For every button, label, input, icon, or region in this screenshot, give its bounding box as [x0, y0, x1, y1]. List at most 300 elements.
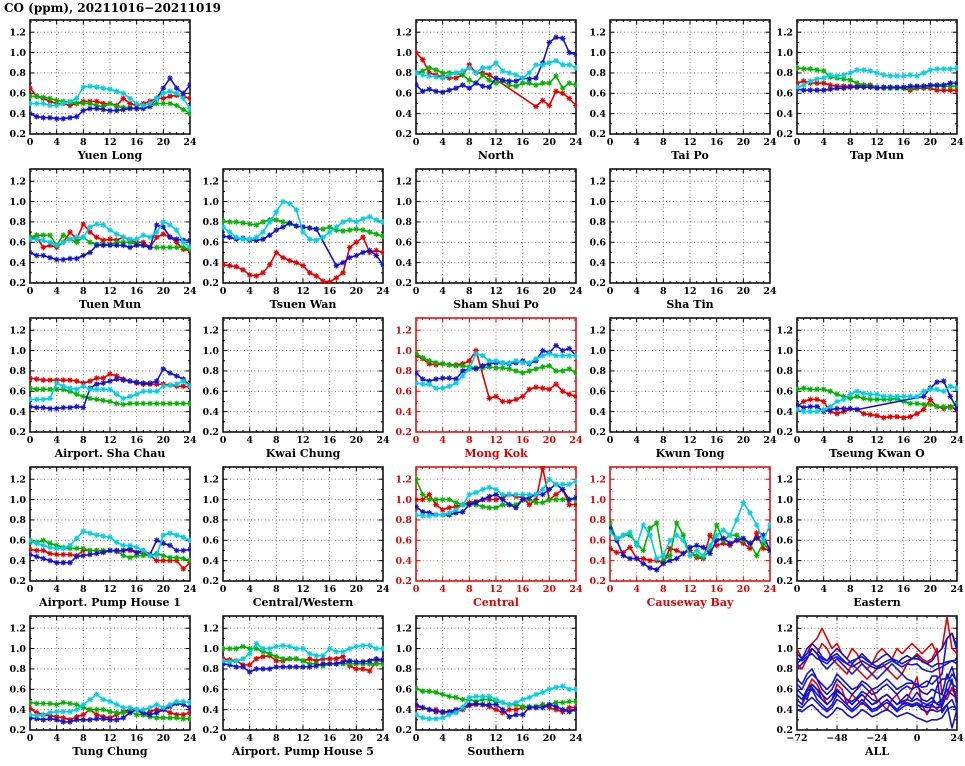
- svg-text:20: 20: [156, 286, 170, 297]
- chart-tuen-mun: [0, 153, 200, 319]
- svg-text:0: 0: [606, 286, 614, 297]
- svg-text:1.2: 1.2: [202, 176, 219, 188]
- svg-text:24: 24: [183, 286, 197, 297]
- svg-text:0.8: 0.8: [589, 217, 606, 229]
- svg-text:0.6: 0.6: [9, 386, 26, 398]
- svg-text:1.2: 1.2: [202, 623, 219, 635]
- grid: [797, 20, 957, 134]
- grid: [416, 169, 576, 283]
- grid: [797, 467, 957, 581]
- svg-text:16: 16: [897, 584, 911, 595]
- svg-text:0: 0: [26, 435, 34, 446]
- chart-title: Airport. Pump House 1: [39, 596, 181, 609]
- svg-text:0.6: 0.6: [9, 684, 26, 696]
- tick-labels: [589, 27, 777, 148]
- svg-text:20: 20: [156, 137, 170, 148]
- svg-text:16: 16: [516, 584, 530, 595]
- plot-border: [223, 616, 383, 730]
- plot-border: [223, 318, 383, 432]
- svg-text:4: 4: [820, 137, 827, 148]
- svg-text:0.4: 0.4: [9, 704, 26, 716]
- svg-text:20: 20: [923, 137, 937, 148]
- svg-text:0.8: 0.8: [202, 217, 219, 229]
- svg-text:0.8: 0.8: [395, 68, 412, 80]
- svg-text:8: 8: [466, 733, 473, 744]
- svg-text:0.4: 0.4: [589, 257, 606, 269]
- svg-text:0.6: 0.6: [9, 88, 26, 100]
- svg-text:24: 24: [569, 435, 583, 446]
- svg-text:0.8: 0.8: [9, 217, 26, 229]
- axis-ticks: [610, 318, 770, 432]
- svg-text:0.2: 0.2: [9, 576, 26, 588]
- series-blue: [220, 220, 386, 268]
- svg-text:1.0: 1.0: [9, 345, 26, 357]
- svg-text:0.2: 0.2: [202, 725, 219, 737]
- svg-text:0.8: 0.8: [202, 515, 219, 527]
- svg-text:20: 20: [349, 733, 363, 744]
- svg-text:0.4: 0.4: [589, 406, 606, 418]
- page-title: CO (ppm), 20211016−20211019: [4, 1, 222, 15]
- svg-text:0: 0: [219, 584, 227, 595]
- svg-text:1.2: 1.2: [395, 474, 412, 486]
- svg-text:24: 24: [763, 435, 777, 446]
- chart-title: Eastern: [853, 596, 901, 609]
- svg-text:8: 8: [847, 584, 854, 595]
- chart-airport-pump-house-5: [193, 600, 393, 766]
- svg-text:0.2: 0.2: [395, 278, 412, 290]
- svg-text:8: 8: [273, 584, 280, 595]
- svg-text:0.2: 0.2: [202, 576, 219, 588]
- svg-text:0: 0: [219, 733, 227, 744]
- svg-text:24: 24: [950, 733, 964, 744]
- svg-text:0.4: 0.4: [395, 257, 412, 269]
- plot-border: [797, 467, 957, 581]
- chart-title: North: [477, 149, 515, 162]
- svg-text:1.2: 1.2: [776, 325, 793, 337]
- chart-title: Sha Tin: [666, 298, 714, 311]
- chart-tap-mun: [767, 4, 965, 170]
- svg-text:16: 16: [516, 137, 530, 148]
- svg-text:1.2: 1.2: [395, 176, 412, 188]
- svg-text:0.8: 0.8: [202, 366, 219, 378]
- svg-text:0.4: 0.4: [395, 704, 412, 716]
- svg-text:0.4: 0.4: [776, 704, 793, 716]
- svg-text:0.2: 0.2: [395, 129, 412, 141]
- series-group: [220, 641, 386, 675]
- svg-text:0.4: 0.4: [589, 108, 606, 120]
- svg-text:0.4: 0.4: [202, 257, 219, 269]
- chart-title: Airport. Sha Chau: [54, 447, 166, 460]
- svg-text:12: 12: [870, 137, 884, 148]
- axis-ticks: [223, 467, 383, 581]
- svg-text:0: 0: [606, 435, 614, 446]
- svg-text:0.6: 0.6: [395, 535, 412, 547]
- svg-text:0: 0: [793, 584, 801, 595]
- svg-text:0.2: 0.2: [9, 129, 26, 141]
- grid: [610, 20, 770, 134]
- svg-text:16: 16: [516, 733, 530, 744]
- chart-title: Tung Chung: [72, 745, 148, 758]
- svg-text:1.0: 1.0: [776, 47, 793, 59]
- svg-text:0.4: 0.4: [589, 555, 606, 567]
- svg-text:0: 0: [219, 286, 227, 297]
- chart-tseung-kwan-o: [767, 302, 965, 468]
- chart-title: Kwai Chung: [265, 447, 341, 460]
- svg-text:8: 8: [660, 435, 667, 446]
- svg-text:0: 0: [412, 733, 420, 744]
- svg-text:16: 16: [710, 286, 724, 297]
- svg-text:20: 20: [542, 733, 556, 744]
- svg-text:1.2: 1.2: [589, 325, 606, 337]
- svg-text:1.0: 1.0: [9, 494, 26, 506]
- svg-text:8: 8: [466, 137, 473, 148]
- svg-text:0.6: 0.6: [776, 386, 793, 398]
- svg-text:20: 20: [923, 435, 937, 446]
- svg-text:0.8: 0.8: [395, 664, 412, 676]
- svg-text:8: 8: [660, 137, 667, 148]
- svg-text:24: 24: [569, 286, 583, 297]
- svg-text:16: 16: [323, 286, 337, 297]
- svg-text:20: 20: [156, 584, 170, 595]
- grid: [610, 318, 770, 432]
- chart-kwai-chung: [193, 302, 393, 468]
- svg-text:16: 16: [323, 584, 337, 595]
- svg-text:20: 20: [736, 584, 750, 595]
- chart-all: [767, 600, 965, 766]
- svg-text:24: 24: [183, 137, 197, 148]
- svg-text:−24: −24: [866, 733, 888, 744]
- svg-text:24: 24: [183, 733, 197, 744]
- svg-text:8: 8: [273, 286, 280, 297]
- svg-text:4: 4: [53, 435, 60, 446]
- svg-text:0.8: 0.8: [9, 68, 26, 80]
- series-red: [220, 234, 386, 284]
- chart-eastern: [767, 451, 965, 617]
- svg-text:0: 0: [26, 137, 34, 148]
- series-group: [413, 343, 579, 405]
- svg-text:0.4: 0.4: [395, 108, 412, 120]
- svg-text:24: 24: [183, 435, 197, 446]
- svg-text:4: 4: [246, 286, 253, 297]
- svg-text:0.6: 0.6: [202, 535, 219, 547]
- svg-text:1.2: 1.2: [9, 623, 26, 635]
- svg-text:8: 8: [80, 733, 87, 744]
- series-group: [413, 683, 579, 721]
- svg-text:1.0: 1.0: [395, 196, 412, 208]
- svg-text:20: 20: [736, 137, 750, 148]
- svg-text:12: 12: [296, 733, 310, 744]
- svg-text:0: 0: [412, 584, 420, 595]
- tick-labels: [202, 474, 390, 595]
- svg-text:8: 8: [660, 584, 667, 595]
- svg-text:1.0: 1.0: [395, 494, 412, 506]
- chart-north: [386, 4, 586, 170]
- svg-text:4: 4: [820, 435, 827, 446]
- svg-text:12: 12: [103, 733, 117, 744]
- svg-text:16: 16: [130, 286, 144, 297]
- svg-text:0.6: 0.6: [395, 386, 412, 398]
- svg-text:0.2: 0.2: [395, 576, 412, 588]
- svg-text:0: 0: [412, 137, 420, 148]
- plot-border: [416, 467, 576, 581]
- svg-text:20: 20: [542, 435, 556, 446]
- svg-text:4: 4: [439, 584, 446, 595]
- chart-title: Tsuen Wan: [269, 298, 337, 311]
- svg-text:0.8: 0.8: [9, 366, 26, 378]
- chart-title: Tseung Kwan O: [829, 447, 925, 460]
- chart-central: [386, 451, 586, 617]
- svg-text:16: 16: [130, 137, 144, 148]
- axis-ticks: [223, 616, 383, 730]
- svg-text:1.2: 1.2: [776, 27, 793, 39]
- grid: [416, 467, 576, 581]
- svg-text:0.2: 0.2: [395, 725, 412, 737]
- svg-text:0.2: 0.2: [589, 576, 606, 588]
- svg-text:0.6: 0.6: [9, 237, 26, 249]
- svg-text:12: 12: [489, 584, 503, 595]
- svg-text:12: 12: [489, 137, 503, 148]
- tick-labels: [202, 623, 390, 744]
- svg-text:0.2: 0.2: [776, 725, 793, 737]
- svg-text:16: 16: [130, 435, 144, 446]
- series-group: [27, 366, 193, 411]
- svg-text:20: 20: [736, 286, 750, 297]
- svg-text:0.8: 0.8: [776, 366, 793, 378]
- svg-text:0.8: 0.8: [589, 366, 606, 378]
- svg-text:4: 4: [633, 435, 640, 446]
- svg-text:0.6: 0.6: [776, 88, 793, 100]
- svg-text:0.2: 0.2: [776, 427, 793, 439]
- axis-ticks: [610, 467, 770, 581]
- svg-text:1.2: 1.2: [589, 474, 606, 486]
- svg-text:4: 4: [246, 733, 253, 744]
- svg-text:1.2: 1.2: [589, 27, 606, 39]
- svg-text:0.6: 0.6: [589, 88, 606, 100]
- svg-text:16: 16: [516, 286, 530, 297]
- svg-text:24: 24: [763, 584, 777, 595]
- svg-text:1.0: 1.0: [9, 196, 26, 208]
- svg-text:0.6: 0.6: [202, 386, 219, 398]
- svg-text:1.0: 1.0: [395, 643, 412, 655]
- svg-text:20: 20: [349, 286, 363, 297]
- svg-text:24: 24: [763, 286, 777, 297]
- svg-text:12: 12: [103, 435, 117, 446]
- svg-text:0.4: 0.4: [202, 406, 219, 418]
- svg-text:0.6: 0.6: [395, 684, 412, 696]
- chart-title: Central: [473, 596, 519, 609]
- svg-text:24: 24: [763, 137, 777, 148]
- tick-labels: [202, 325, 390, 446]
- tick-labels: [589, 325, 777, 446]
- svg-text:24: 24: [569, 137, 583, 148]
- tick-labels: [776, 474, 964, 595]
- svg-text:0: 0: [606, 137, 614, 148]
- svg-text:0.6: 0.6: [589, 535, 606, 547]
- svg-text:1.2: 1.2: [395, 27, 412, 39]
- svg-text:12: 12: [683, 286, 697, 297]
- svg-text:1.0: 1.0: [776, 345, 793, 357]
- grid: [416, 318, 576, 432]
- svg-text:8: 8: [847, 435, 854, 446]
- svg-text:0.6: 0.6: [776, 535, 793, 547]
- grid: [610, 169, 770, 283]
- svg-text:16: 16: [323, 435, 337, 446]
- chart-title: Yuen Long: [77, 149, 143, 162]
- tick-labels: [395, 176, 583, 297]
- svg-text:0: 0: [793, 137, 801, 148]
- svg-text:24: 24: [376, 286, 390, 297]
- svg-text:0: 0: [26, 584, 34, 595]
- svg-text:4: 4: [246, 584, 253, 595]
- svg-text:0.8: 0.8: [202, 664, 219, 676]
- svg-text:4: 4: [820, 584, 827, 595]
- svg-text:1.0: 1.0: [9, 47, 26, 59]
- svg-text:1.2: 1.2: [776, 474, 793, 486]
- svg-text:0.8: 0.8: [776, 68, 793, 80]
- svg-text:16: 16: [516, 435, 530, 446]
- svg-text:0.2: 0.2: [589, 278, 606, 290]
- tick-labels: [395, 623, 583, 744]
- svg-text:20: 20: [736, 435, 750, 446]
- svg-text:1.0: 1.0: [589, 196, 606, 208]
- tick-labels: [395, 474, 583, 595]
- grid: [610, 467, 770, 581]
- svg-text:0.2: 0.2: [776, 129, 793, 141]
- svg-text:16: 16: [130, 584, 144, 595]
- svg-text:0.4: 0.4: [395, 406, 412, 418]
- axis-ticks: [797, 467, 957, 581]
- grid: [30, 169, 190, 283]
- svg-text:4: 4: [246, 435, 253, 446]
- svg-text:1.2: 1.2: [9, 27, 26, 39]
- svg-text:12: 12: [489, 286, 503, 297]
- svg-text:0: 0: [793, 435, 801, 446]
- axis-ticks: [610, 169, 770, 283]
- svg-text:0.8: 0.8: [395, 217, 412, 229]
- chart-title: ALL: [864, 745, 890, 758]
- svg-text:4: 4: [53, 137, 60, 148]
- chart-mong-kok: [386, 302, 586, 468]
- chart-title: Tai Po: [671, 149, 709, 162]
- svg-text:0.2: 0.2: [9, 278, 26, 290]
- chart-airport-pump-house-1: [0, 451, 200, 617]
- svg-text:4: 4: [439, 286, 446, 297]
- svg-text:0.2: 0.2: [395, 427, 412, 439]
- grid: [223, 318, 383, 432]
- svg-text:0.6: 0.6: [202, 684, 219, 696]
- svg-text:0.4: 0.4: [202, 704, 219, 716]
- chart-title: Sham Shui Po: [453, 298, 539, 311]
- svg-text:1.2: 1.2: [9, 176, 26, 188]
- svg-text:0.2: 0.2: [589, 129, 606, 141]
- svg-text:20: 20: [923, 584, 937, 595]
- svg-text:24: 24: [376, 584, 390, 595]
- plot-border: [610, 467, 770, 581]
- svg-text:0: 0: [412, 435, 420, 446]
- svg-text:1.0: 1.0: [395, 345, 412, 357]
- chart-tai-po: [580, 4, 780, 170]
- chart-airport-sha-chau: [0, 302, 200, 468]
- axis-ticks: [416, 467, 576, 581]
- svg-text:8: 8: [847, 137, 854, 148]
- svg-text:0.8: 0.8: [776, 515, 793, 527]
- svg-text:0.6: 0.6: [589, 386, 606, 398]
- svg-text:1.2: 1.2: [202, 474, 219, 486]
- svg-text:0.4: 0.4: [776, 108, 793, 120]
- svg-text:0.2: 0.2: [202, 278, 219, 290]
- svg-text:20: 20: [542, 137, 556, 148]
- tick-labels: [776, 325, 964, 446]
- svg-text:0.2: 0.2: [776, 576, 793, 588]
- svg-text:0.4: 0.4: [776, 555, 793, 567]
- svg-text:4: 4: [633, 286, 640, 297]
- svg-text:16: 16: [897, 435, 911, 446]
- svg-text:24: 24: [950, 435, 964, 446]
- svg-text:0.6: 0.6: [202, 237, 219, 249]
- chart-title: Kwun Tong: [655, 447, 725, 460]
- svg-text:24: 24: [950, 137, 964, 148]
- svg-text:20: 20: [156, 733, 170, 744]
- chart-title: Central/Western: [252, 596, 354, 609]
- tick-labels: [589, 176, 777, 297]
- svg-text:0.4: 0.4: [202, 555, 219, 567]
- chart-central-western: [193, 451, 393, 617]
- svg-text:16: 16: [130, 733, 144, 744]
- svg-text:0.4: 0.4: [776, 406, 793, 418]
- series-blue: [794, 80, 960, 93]
- svg-text:−48: −48: [826, 733, 848, 744]
- chart-title: Causeway Bay: [646, 596, 734, 609]
- svg-text:20: 20: [542, 286, 556, 297]
- svg-text:12: 12: [683, 584, 697, 595]
- grid: [223, 616, 383, 730]
- svg-text:12: 12: [296, 435, 310, 446]
- svg-text:24: 24: [569, 584, 583, 595]
- axis-ticks: [797, 20, 957, 134]
- svg-text:8: 8: [80, 584, 87, 595]
- svg-text:0.8: 0.8: [9, 515, 26, 527]
- svg-text:12: 12: [103, 286, 117, 297]
- svg-text:24: 24: [569, 733, 583, 744]
- svg-text:4: 4: [439, 137, 446, 148]
- svg-text:0.8: 0.8: [589, 68, 606, 80]
- svg-text:1.0: 1.0: [202, 643, 219, 655]
- series-group: [413, 35, 579, 110]
- svg-text:1.0: 1.0: [589, 47, 606, 59]
- grid: [223, 467, 383, 581]
- svg-text:1.0: 1.0: [9, 643, 26, 655]
- svg-text:12: 12: [103, 584, 117, 595]
- plot-border: [30, 467, 190, 581]
- svg-text:0.4: 0.4: [395, 555, 412, 567]
- svg-text:0.8: 0.8: [9, 664, 26, 676]
- svg-text:0: 0: [26, 733, 34, 744]
- plot-border: [30, 169, 190, 283]
- svg-text:16: 16: [710, 137, 724, 148]
- axis-ticks: [416, 169, 576, 283]
- svg-text:16: 16: [323, 733, 337, 744]
- plot-border: [797, 20, 957, 134]
- svg-text:0: 0: [412, 286, 420, 297]
- svg-text:4: 4: [633, 137, 640, 148]
- svg-text:8: 8: [80, 435, 87, 446]
- svg-text:0.4: 0.4: [9, 406, 26, 418]
- plot-border: [416, 318, 576, 432]
- svg-text:0.8: 0.8: [395, 366, 412, 378]
- chart-causeway-bay: [580, 451, 780, 617]
- tick-labels: [9, 623, 197, 744]
- series-red: [413, 348, 579, 405]
